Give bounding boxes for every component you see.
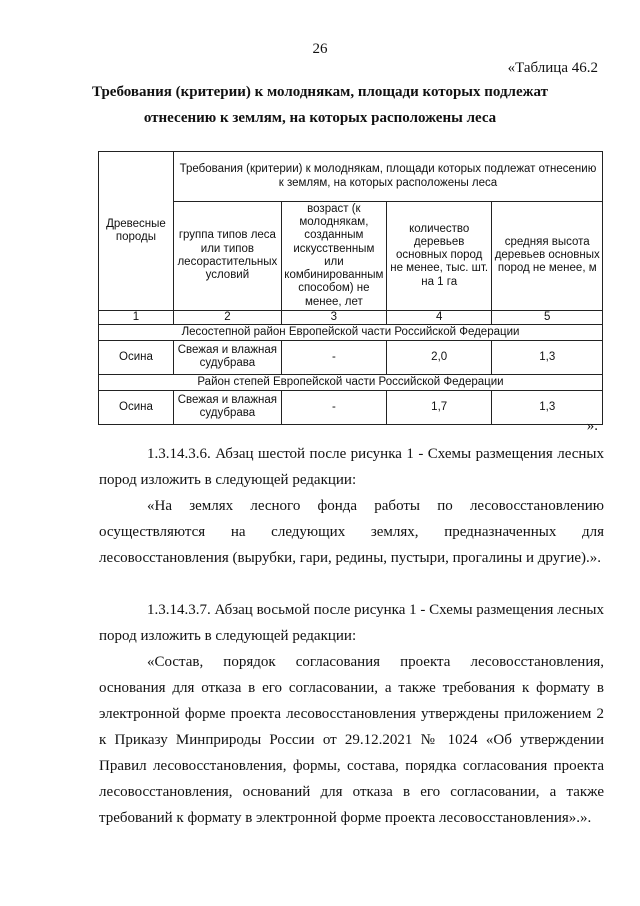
column-number: 2 [173, 310, 281, 324]
height-cell: 1,3 [492, 390, 603, 424]
quoted-replacement-text: «Состав, порядок согласования проекта лесовосстановления, основания для отказа в его согласовании, а также требования к формату в электронной форме проекта лесовосстановления утверждены приложением 2 к Приказу Минприроды России от 29.12.2021 № 1024 «Об утверждении Правил лесовосстановления, формы, состава, порядка согласования проекта лесовосстановления, оснований для отказа в его согласовании, а также требований к формату в электронной форме проекта лесовосстановления».». [99, 654, 604, 826]
height-header: средняя высота деревьев основных пород не менее, м [492, 202, 603, 311]
table-title-line-1: Требования (критерии) к молоднякам, площади которых подлежат [92, 84, 548, 100]
table-title-line-2: отнесению к землям, на которых расположены леса [143, 110, 497, 126]
forest-type-header: группа типов леса или типов лесорастительных условий [173, 202, 281, 311]
tree-count-cell: 2,0 [386, 340, 492, 374]
region-row [99, 324, 603, 340]
amendment-paragraph: 1.3.14.3.7. Абзац восьмой после рисунка 1 - Схемы размещения лесных пород изложить в следующей редакции: [99, 602, 604, 644]
table-closing-quote: ». [586, 418, 598, 434]
tree-count-header: количество деревьев основных пород не менее, тыс. шт. на 1 га [386, 202, 492, 311]
region-label: Лесостепной район Европейской части Российской Федерации [99, 324, 603, 340]
species-cell: Осина [99, 390, 174, 424]
table-header-row [99, 152, 603, 202]
species-cell: Осина [99, 340, 174, 374]
age-cell: - [281, 340, 386, 374]
tree-count-cell: 1,7 [386, 390, 492, 424]
column-number: 4 [386, 310, 492, 324]
column-number: 5 [492, 310, 603, 324]
table-row [99, 390, 603, 424]
forest-type-cell: Свежая и влажная судубрава [173, 340, 281, 374]
species-header: Древесные породы [99, 152, 174, 311]
table-label: «Таблица 46.2 [507, 60, 598, 76]
page-number: 26 [312, 41, 328, 57]
age-header: возраст (к молоднякам, созданным искусственным или комбинированным способом) не менее, лет [281, 202, 386, 311]
table-subheader-row [99, 202, 603, 311]
criteria-header: Требования (критерии) к молоднякам, площади которых подлежат отнесению к землям, на которых расположены леса [173, 152, 602, 202]
table-row [99, 340, 603, 374]
requirements-table [98, 151, 603, 425]
column-number-row [99, 310, 603, 324]
forest-type-cell: Свежая и влажная судубрава [173, 390, 281, 424]
column-number: 3 [281, 310, 386, 324]
age-cell: - [281, 390, 386, 424]
column-number: 1 [99, 310, 174, 324]
amendment-paragraph: 1.3.14.3.6. Абзац шестой после рисунка 1 - Схемы размещения лесных пород изложить в следующей редакции: [99, 446, 604, 488]
region-label: Район степей Европейской части Российской Федерации [99, 374, 603, 390]
height-cell: 1,3 [492, 340, 603, 374]
quoted-replacement-text: «На землях лесного фонда работы по лесовосстановлению осуществляются на следующих землях, предназначенных для лесовосстановления (вырубки, гари, редины, пустыри, прогалины и другие).». [99, 498, 604, 566]
region-row [99, 374, 603, 390]
